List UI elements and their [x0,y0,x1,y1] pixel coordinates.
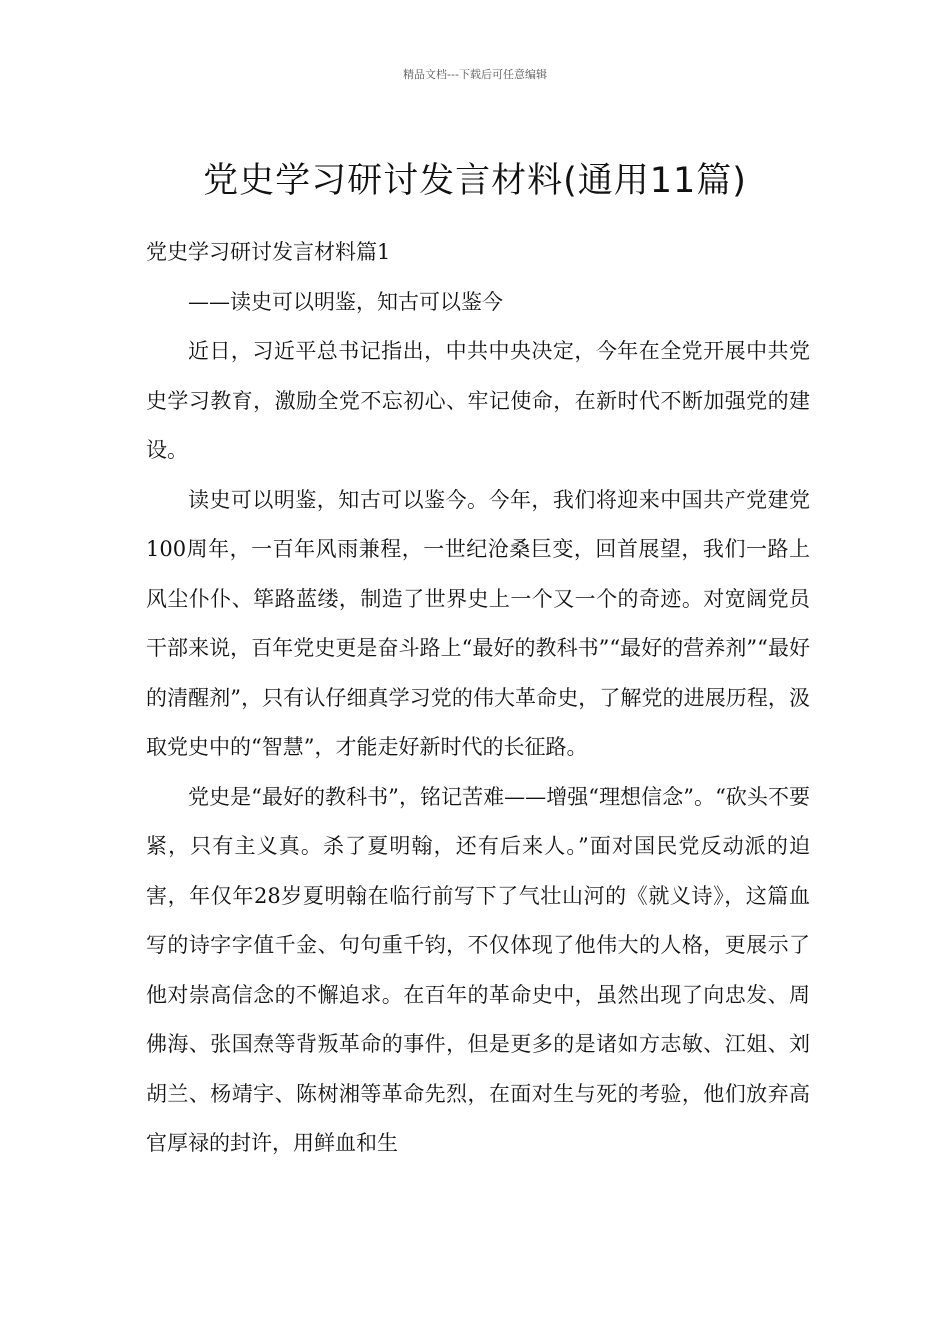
paragraph-2: 读史可以明鉴，知古可以鉴今。今年，我们将迎来中国共产党建党100周年，一百年风雨兼程，一世纪沧桑巨变，回首展望，我们一路上风尘仆仆、筚路蓝缕，制造了世界史上一个又一个的奇迹。对宽阔党员干部来说，百年党史更是奋斗路上“最好的教科书”“最好的营养剂”“最好的清醒剂”，只有认仔细真学习党的伟大革命史，了解党的进展历程，汲取党史中的“智慧”，才能走好新时代的长征路。 [146,487,810,759]
paragraph-1: 近日，习近平总书记指出，中共中央决定，今年在全党开展中共党史学习教育，激励全党不忘初心、牢记使命，在新时代不断加强党的建设。 [146,339,810,462]
document-title: 党史学习研讨发言材料(通用11篇) [203,161,747,202]
section-heading: 党史学习研讨发言材料篇1 [146,240,391,264]
document-body [146,228,810,1169]
section-subtitle: ——读史可以明鉴，知古可以鉴今 [188,289,503,314]
page-header-note: 精品文档---下载后可任意编辑 [403,68,547,81]
paragraph-3: 党史是“最好的教科书”，铭记苦难——增强“理想信念”。“砍头不要紧，只有主义真。杀了夏明翰，还有后来人。”面对国民党反动派的迫害，年仅年28岁夏明翰在临行前写下了气壮山河的《就义诗》，这篇血写的诗字字值千金、句句重千钧，不仅体现了他伟大的人格，更展示了他对崇高信念的不懈追求。在百年的革命史中，虽然出现了向忠发、周佛海、张国焘等背叛革命的事件，但是更多的是诸如方志敏、江姐、刘胡兰、杨靖宇、陈树湘等革命先烈，在面对生与死的考验，他们放弃高官厚禄的封许，用鲜血和生 [146,784,810,1155]
